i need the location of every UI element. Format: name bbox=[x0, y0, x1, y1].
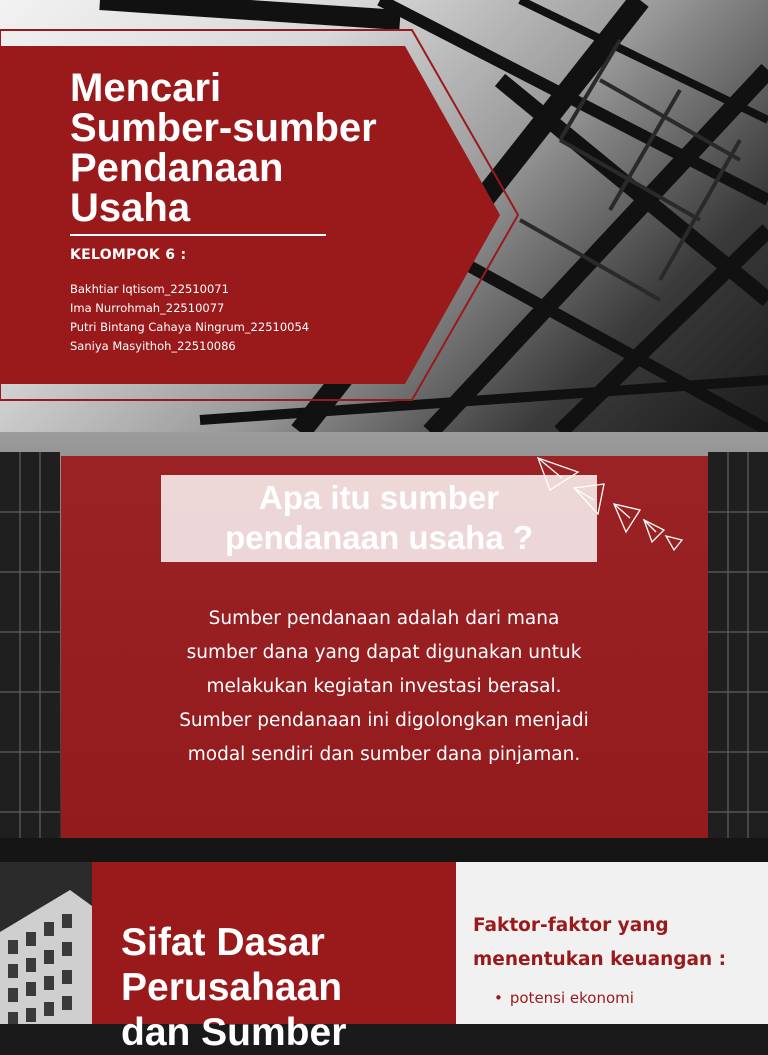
member-item: Bakhtiar Iqtisom_22510071 bbox=[70, 282, 229, 296]
building-photo bbox=[0, 862, 92, 1024]
presentation-title: Mencari Sumber-sumber Pendanaan Usaha bbox=[70, 66, 377, 230]
member-item: Saniya Masyithoh_22510086 bbox=[70, 339, 236, 353]
slide-title bbox=[0, 0, 768, 432]
group-label: KELOMPOK 6 : bbox=[70, 247, 187, 263]
question-heading: Apa itu sumber pendanaan usaha ? bbox=[224, 479, 534, 556]
title-divider bbox=[70, 234, 326, 236]
nature-title: Sifat Dasar Perusahaan dan Sumber bbox=[121, 921, 347, 1054]
member-item: Putri Bintang Cahaya Ningrum_22510054 bbox=[70, 320, 310, 334]
slide-definition bbox=[0, 432, 768, 862]
slide-nature bbox=[0, 862, 768, 1054]
definition-text: Sumber pendanaan adalah dari mana sumber dana yang dapat digunakan untuk melakukan kegiatan investasi berasal. Sumber pendanaan ini digolongkan menjadi modal sendiri dan sumber dana pinjaman. bbox=[179, 608, 589, 765]
factors-list bbox=[494, 987, 634, 1009]
member-item: Ima Nurrohmah_22510077 bbox=[70, 301, 225, 315]
member-list bbox=[70, 280, 309, 356]
paper-plane-decoration bbox=[530, 444, 690, 554]
factors-heading: Faktor-faktor yang menentukan keuangan : bbox=[473, 915, 727, 970]
list-item: • potensi ekonomi bbox=[494, 987, 634, 1009]
